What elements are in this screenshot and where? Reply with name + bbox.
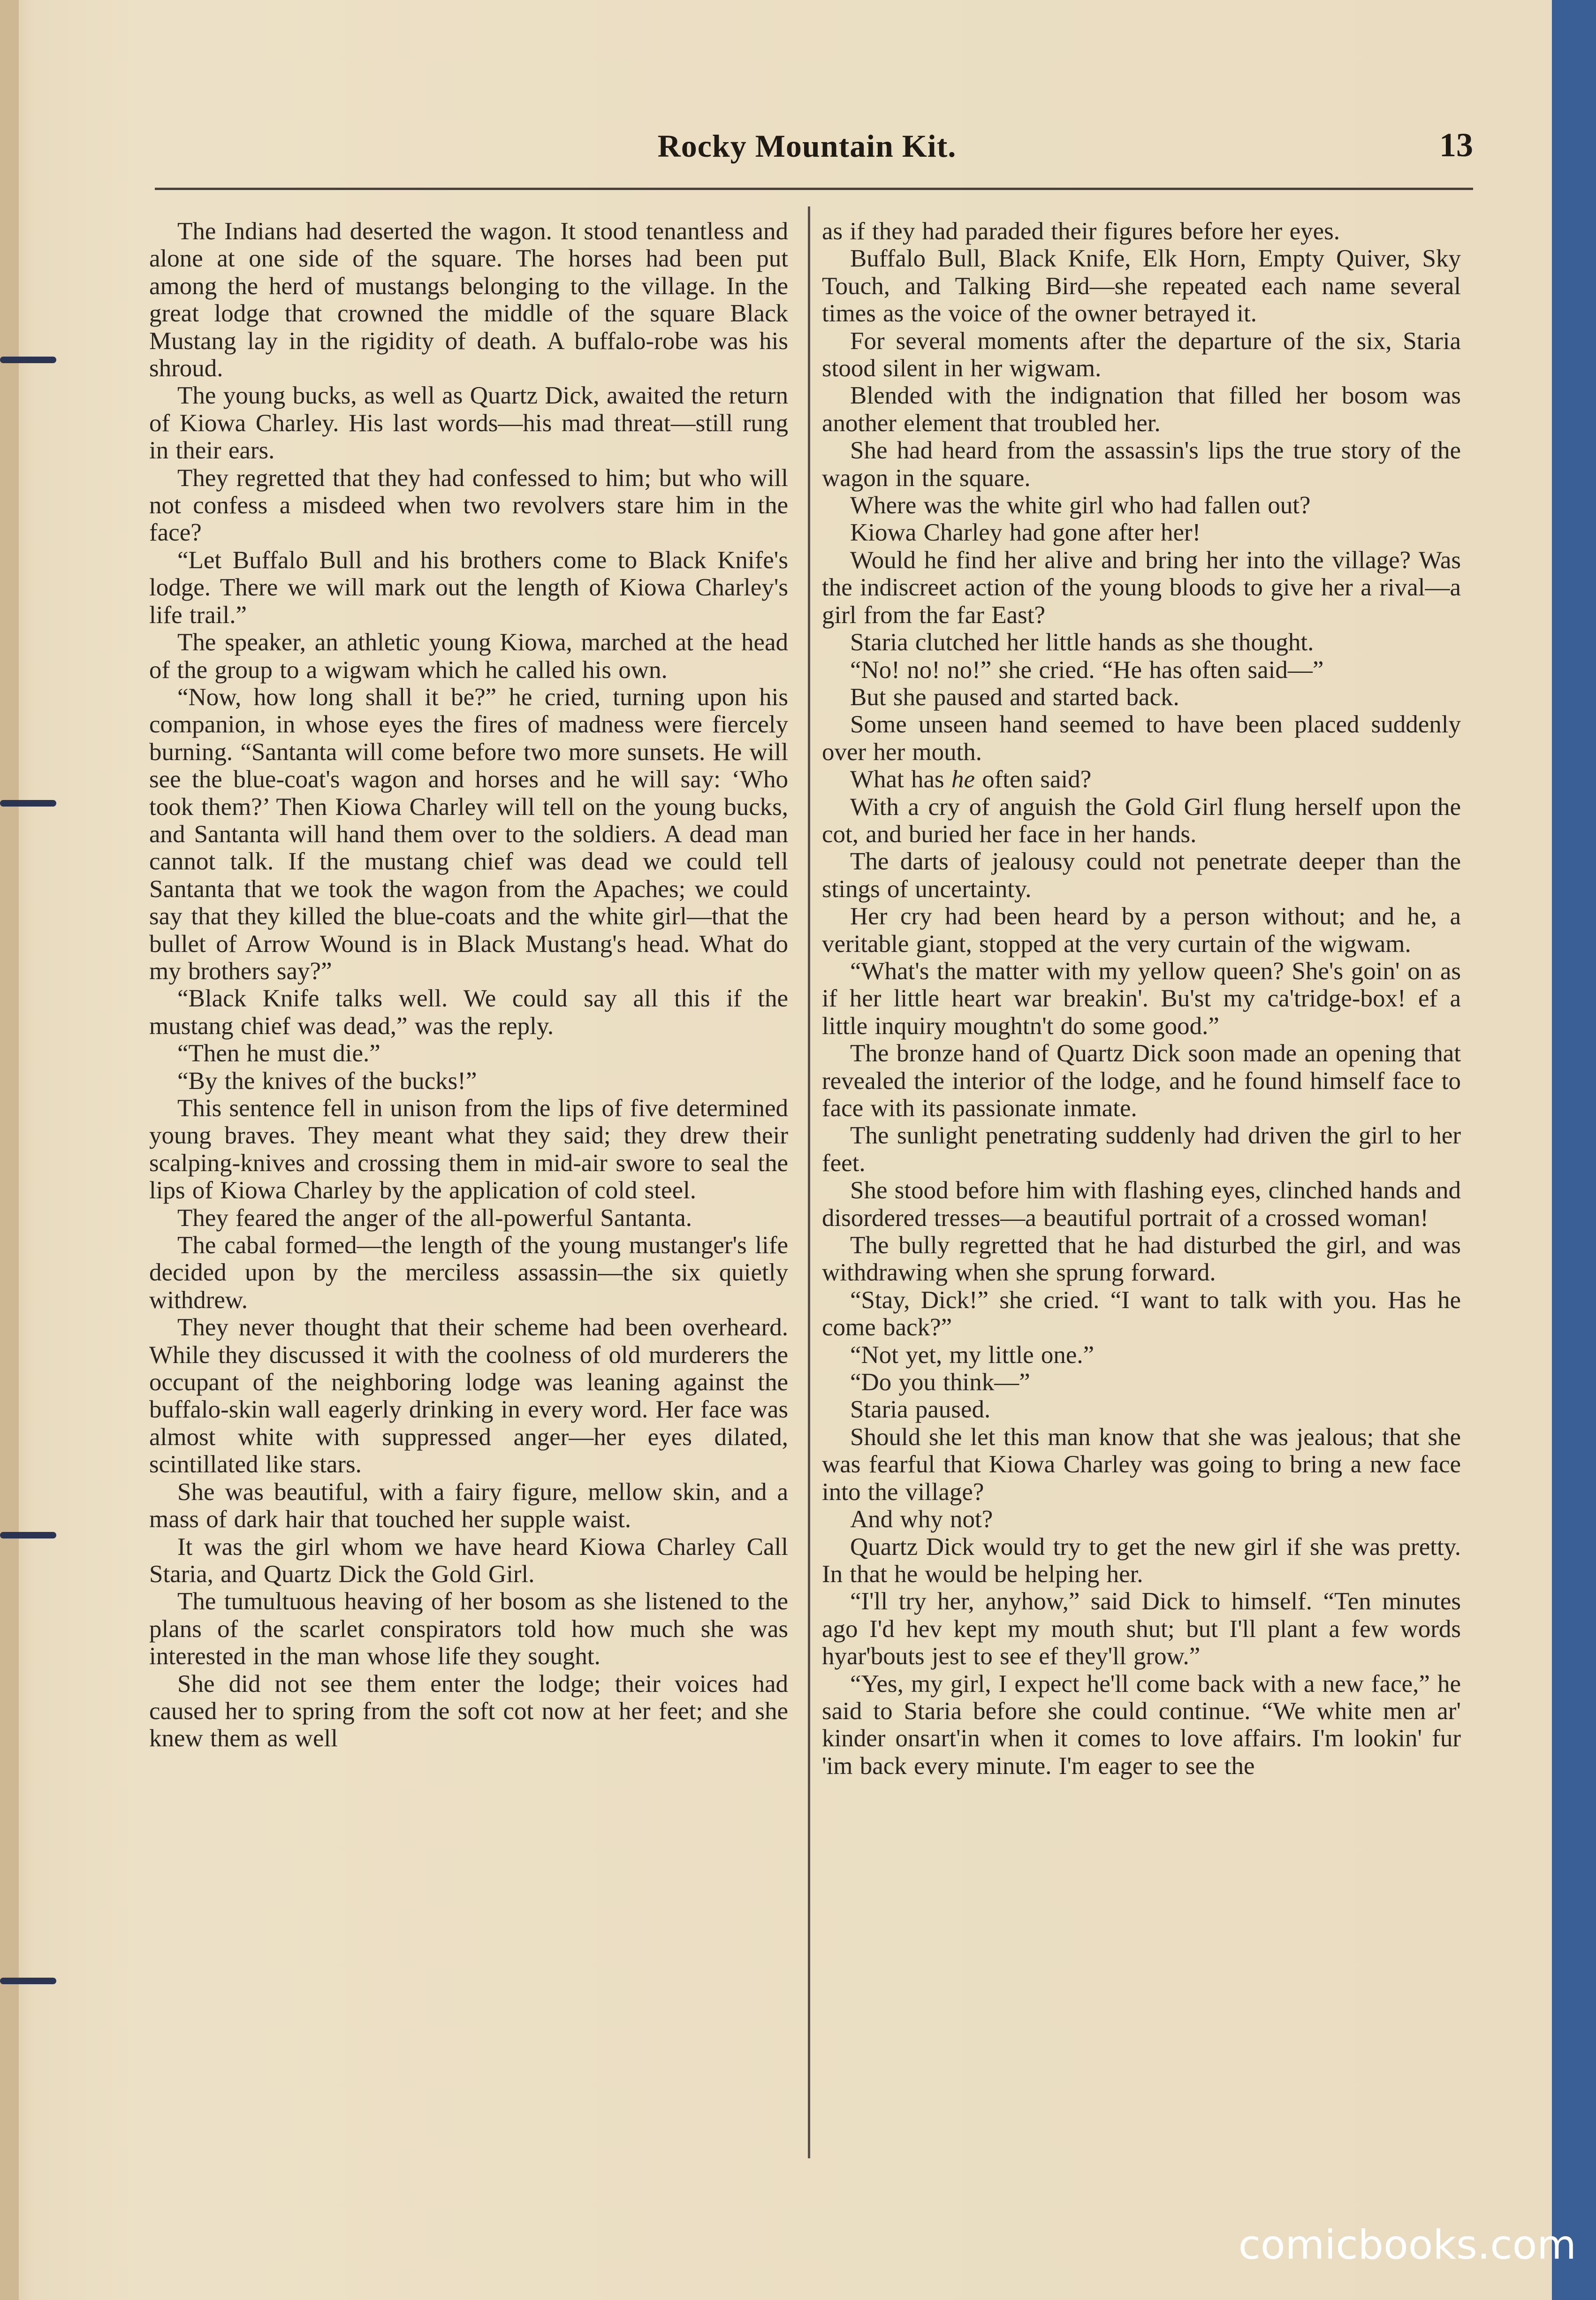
paragraph: “Stay, Dick!” she cried. “I want to talk with you. Has he come back?” <box>822 1286 1461 1341</box>
page-number: 13 <box>1439 126 1473 164</box>
paragraph: “Now, how long shall it be?” he cried, turning upon his companion, in whose eyes the fires of madness were fiercely burning. “Santanta will come before two more sunsets. He will see the blue-coat's wagon and horses and he will say: ‘Who took them?’ Then Kiowa Charley will tell on the young bucks, and Santanta will hand them over to the soldiers. A dead man cannot talk. If the mustang chief was dead we could tell Santanta that we took the wagon from the Apaches; we could say that they killed the blue-coats and the white girl—that the bullet of Arrow Wound is in Black Mustang's head. What do my brothers say?” <box>149 683 788 985</box>
paragraph: Quartz Dick would try to get the new girl if she was pretty. In that he would be helping her. <box>822 1533 1461 1588</box>
paragraph: With a cry of anguish the Gold Girl flung herself upon the cot, and buried her face in her hands. <box>822 793 1461 848</box>
paragraph: She did not see them enter the lodge; their voices had caused her to spring from the soft cot now at her feet; and she knew them as well <box>149 1670 788 1752</box>
paragraph: She had heard from the assassin's lips the true story of the wagon in the square. <box>822 437 1461 492</box>
right-column <box>822 218 1461 2165</box>
running-header-title: Rocky Mountain Kit. <box>657 128 957 164</box>
paragraph: “Black Knife talks well. We could say all this if the mustang chief was dead,” was the reply. <box>149 985 788 1040</box>
paragraph: The bully regretted that he had disturbed the girl, and was withdrawing when she sprung forward. <box>822 1232 1461 1287</box>
paragraph: The young bucks, as well as Quartz Dick, awaited the return of Kiowa Charley. His last words—his mad threat—still rung in their ears. <box>149 382 788 465</box>
paragraph: She was beautiful, with a fairy figure, mellow skin, and a mass of dark hair that touched her supple waist. <box>149 1478 788 1533</box>
paragraph: It was the girl whom we have heard Kiowa Charley Call Staria, and Quartz Dick the Gold Girl. <box>149 1533 788 1588</box>
paragraph: The speaker, an athletic young Kiowa, marched at the head of the group to a wigwam which he called his own. <box>149 629 788 684</box>
paragraph: What has he often said? <box>850 766 1092 793</box>
paragraph: This sentence fell in unison from the lips of five determined young braves. They meant what they said; they drew their scalping-knives and crossing them in mid-air swore to seal the lips of Kiowa Charley by the application of cold steel. <box>149 1095 788 1204</box>
paragraph: Some unseen hand seemed to have been placed suddenly over her mouth. <box>822 711 1461 766</box>
paragraph: Blended with the indignation that filled her bosom was another element that troubled her. <box>822 382 1461 437</box>
paragraph: “Do you think—” <box>850 1369 1030 1396</box>
paragraph: “No! no! no!” she cried. “He has often said—” <box>850 656 1324 684</box>
paragraph: The bronze hand of Quartz Dick soon made an opening that revealed the interior of the lodge, and he found himself face to face with its passionate inmate. <box>822 1040 1461 1122</box>
paragraph: And why not? <box>850 1506 993 1533</box>
paragraph: Kiowa Charley had gone after her! <box>850 519 1201 547</box>
paragraph: For several moments after the departure of the six, Staria stood silent in her wigwam. <box>822 327 1461 382</box>
paragraph: Buffalo Bull, Black Knife, Elk Horn, Empty Quiver, Sky Touch, and Talking Bird—she repeated each name several times as the voice of the owner betrayed it. <box>822 245 1461 327</box>
paragraph: Where was the white girl who had fallen out? <box>850 492 1311 519</box>
binding-stitch <box>0 357 56 363</box>
paragraph: “Yes, my girl, I expect he'll come back with a new face,” he said to Staria before she could continue. “We white men ar' kinder onsart'in when it comes to love affairs. I'm lookin' fur 'im back every minute. I'm eager to see the <box>822 1670 1461 1780</box>
paragraph: They never thought that their scheme had been overheard. While they discussed it with the coolness of old murderers the occupant of the neighboring lodge was leaning against the buffalo-skin wall eagerly drinking in every word. Her face was almost white with suppressed anger—her eyes dilated, scintillated like stars. <box>149 1314 788 1478</box>
binding-stitch <box>0 1532 56 1538</box>
paragraph: Staria paused. <box>850 1396 991 1424</box>
paragraph: Should she let this man know that she was jealous; that she was fearful that Kiowa Charley was going to bring a new face into the village? <box>822 1423 1461 1506</box>
watermark: comicbooks.com <box>1238 2222 1576 2269</box>
paragraph: The Indians had deserted the wagon. It stood tenantless and alone at one side of the square. The horses had been put among the herd of mustangs belonging to the village. In the great lodge that crowned the middle of the square Black Mustang lay in the rigidity of death. A buffalo-robe was his shroud. <box>149 218 788 382</box>
paragraph: They feared the anger of the all-powerful Santanta. <box>177 1204 692 1232</box>
paragraph: “Then he must die.” <box>177 1040 380 1067</box>
paragraph: The tumultuous heaving of her bosom as she listened to the plans of the scarlet conspirators told how much she was interested in the man whose life they sought. <box>149 1588 788 1670</box>
paragraph: They regretted that they had confessed to him; but who will not confess a misdeed when two revolvers stare him in the face? <box>149 464 788 547</box>
paragraph: “Let Buffalo Bull and his brothers come to Black Knife's lodge. There we will mark out the length of Kiowa Charley's life trail.” <box>149 546 788 629</box>
paragraph: But she paused and started back. <box>850 683 1179 711</box>
paragraph: Her cry had been heard by a person without; and he, a veritable giant, stopped at the very curtain of the wigwam. <box>822 903 1461 958</box>
paragraph: She stood before him with flashing eyes, clinched hands and disordered tresses—a beautiful portrait of a crossed woman! <box>822 1177 1461 1232</box>
paragraph: as if they had paraded their figures before her eyes. <box>822 218 1340 245</box>
left-column <box>149 218 788 2165</box>
paragraph: “What's the matter with my yellow queen? She's goin' on as if her little heart war breakin'. Bu'st my ca'tridge-box! ef a little inquiry moughtn't do some good.” <box>822 957 1461 1040</box>
paragraph: The cabal formed—the length of the young mustanger's life decided upon by the merciless assassin—the six quietly withdrew. <box>149 1232 788 1314</box>
binding-stitch <box>0 800 56 807</box>
paragraph: Would he find her alive and bring her into the village? Was the indiscreet action of the young bloods to give her a rival—a girl from the far East? <box>822 546 1461 629</box>
paragraph: “Not yet, my little one.” <box>850 1341 1094 1369</box>
column-divider <box>808 206 810 2158</box>
paragraph: “By the knives of the bucks!” <box>177 1067 477 1095</box>
paragraph: The sunlight penetrating suddenly had driven the girl to her feet. <box>822 1122 1461 1177</box>
paragraph: The darts of jealousy could not penetrate deeper than the stings of uncertainty. <box>822 848 1461 903</box>
binding-spine <box>0 0 19 2300</box>
binding-stitch <box>0 1978 56 1984</box>
paragraph: “I'll try her, anyhow,” said Dick to himself. “Ten minutes ago I'd hev kept my mouth shut; but I'll plant a few words hyar'bouts jest to see ef they'll grow.” <box>822 1588 1461 1670</box>
header-rule <box>155 188 1473 190</box>
paragraph: Staria clutched her little hands as she thought. <box>850 629 1314 656</box>
